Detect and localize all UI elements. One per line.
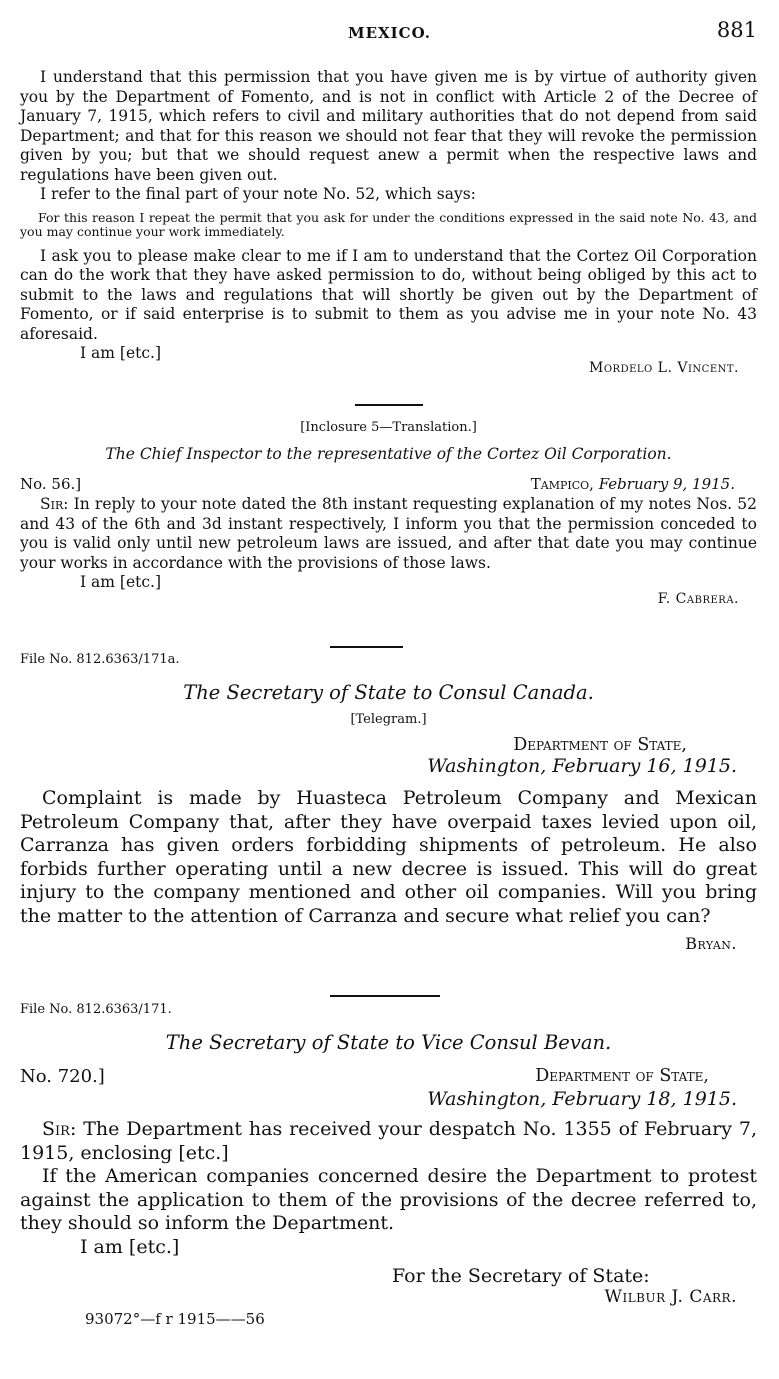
letter-heading: The Chief Inspector to the representative of the Cortez Oil Corporation.	[105, 445, 672, 463]
quoted-text: For this reason I repeat the permit that you ask for under the conditions expressed in the said note No. 43, and you may continue your work immediately.	[20, 209, 757, 239]
file-number: File No. 812.6363/171a.	[20, 652, 180, 667]
instruction-number: No. 720.]	[20, 1066, 105, 1087]
instruction-section	[20, 1002, 757, 1307]
department-line: Department of State,	[513, 735, 687, 755]
running-title: MEXICO.	[347, 24, 432, 42]
paragraph: I ask you to please make clear to me if I am to understand that the Cortez Oil Corporation can do the work that they have asked permission to do, without being obliged by this act to submit to the laws and regulations that will shortly be given out by the Department of Fomento, or if said enterprise is to submit to them as you advise me in your note No. 43 aforesaid.	[20, 246, 757, 343]
note-number: No. 56.]	[20, 475, 82, 493]
letter-body: Sir: In reply to your note dated the 8th instant requesting explanation of my notes Nos. 52 and 43 of the 6th and 3d instant respectively, I inform you that the permission conceded to you is valid only until new petroleum laws are issued, and after that date you may continue your works in accordance with the provisions of those laws.	[20, 495, 757, 572]
dateline	[20, 475, 757, 495]
salutation: Sir:	[40, 495, 69, 513]
dateline-row	[20, 1066, 757, 1088]
letter-heading: The Secretary of State to Vice Consul Bevan.	[165, 1031, 612, 1054]
letter-continuation	[20, 68, 757, 376]
print-code: 93072°—f r 1915——56	[85, 1310, 265, 1328]
closing: I am [etc.]	[80, 1235, 180, 1258]
running-header	[0, 18, 779, 52]
signature: Bryan.	[685, 934, 737, 953]
file-number: File No. 812.6363/171.	[20, 1002, 172, 1017]
paragraph: I refer to the final part of your note No. 52, which says:	[40, 185, 476, 203]
signature: Mordelo L. Vincent.	[589, 359, 739, 376]
inclosure-letter	[20, 420, 757, 607]
inclosure-label: [Inclosure 5—Translation.]	[300, 420, 477, 435]
signature: Wilbur J. Carr.	[604, 1287, 737, 1307]
page-number: 881	[716, 18, 757, 42]
dateline: Washington, February 16, 1915.	[427, 755, 737, 777]
section-divider	[330, 646, 403, 648]
letter-body: Sir: The Department has received your despatch No. 1355 of February 7, 1915, enclosing [etc.]	[20, 1118, 757, 1164]
telegram-label: [Telegram.]	[350, 712, 427, 727]
letter-heading: The Secretary of State to Consul Canada.	[183, 681, 594, 704]
paragraph: If the American companies concerned desire the Department to protest against the application to them of the provisions of the decree referred to, they should so inform the Department.	[20, 1165, 757, 1234]
department-line: Department of State,	[535, 1066, 709, 1086]
section-divider	[355, 404, 423, 406]
closing: I am [etc.]	[80, 573, 162, 591]
for-secretary: For the Secretary of State:	[392, 1265, 650, 1287]
telegram-section	[20, 652, 757, 953]
paragraph: I understand that this permission that you have given me is by virtue of authority given you by the Department of Fomento, and is not in conflict with Article 2 of the Decree of January 7, 1915, which refers to civil and military authorities that do not depend from said Department; and that for this reason we should not fear that they will revoke the permission given by you; but that we should request anew a permit when the respective laws and regulations have been given out.	[20, 68, 757, 184]
dateline: Washington, February 18, 1915.	[427, 1088, 737, 1110]
telegram-body: Complaint is made by Huasteca Petroleum Company and Mexican Petroleum Company that, after they have overpaid taxes levied upon oil, Carranza has given orders forbidding shipments of petroleum. He also forbids further operating until a new decree is issued. This will do great injury to the company mentioned and other oil companies. Will you bring the matter to the attention of Carranza and secure what relief you can?	[20, 787, 757, 927]
signature: F. Cabrera.	[657, 590, 739, 607]
salutation: Sir:	[42, 1118, 77, 1140]
closing: I am [etc.]	[80, 344, 162, 362]
place-date: Tampico, February 9, 1915.	[530, 475, 735, 493]
section-divider	[330, 995, 440, 997]
